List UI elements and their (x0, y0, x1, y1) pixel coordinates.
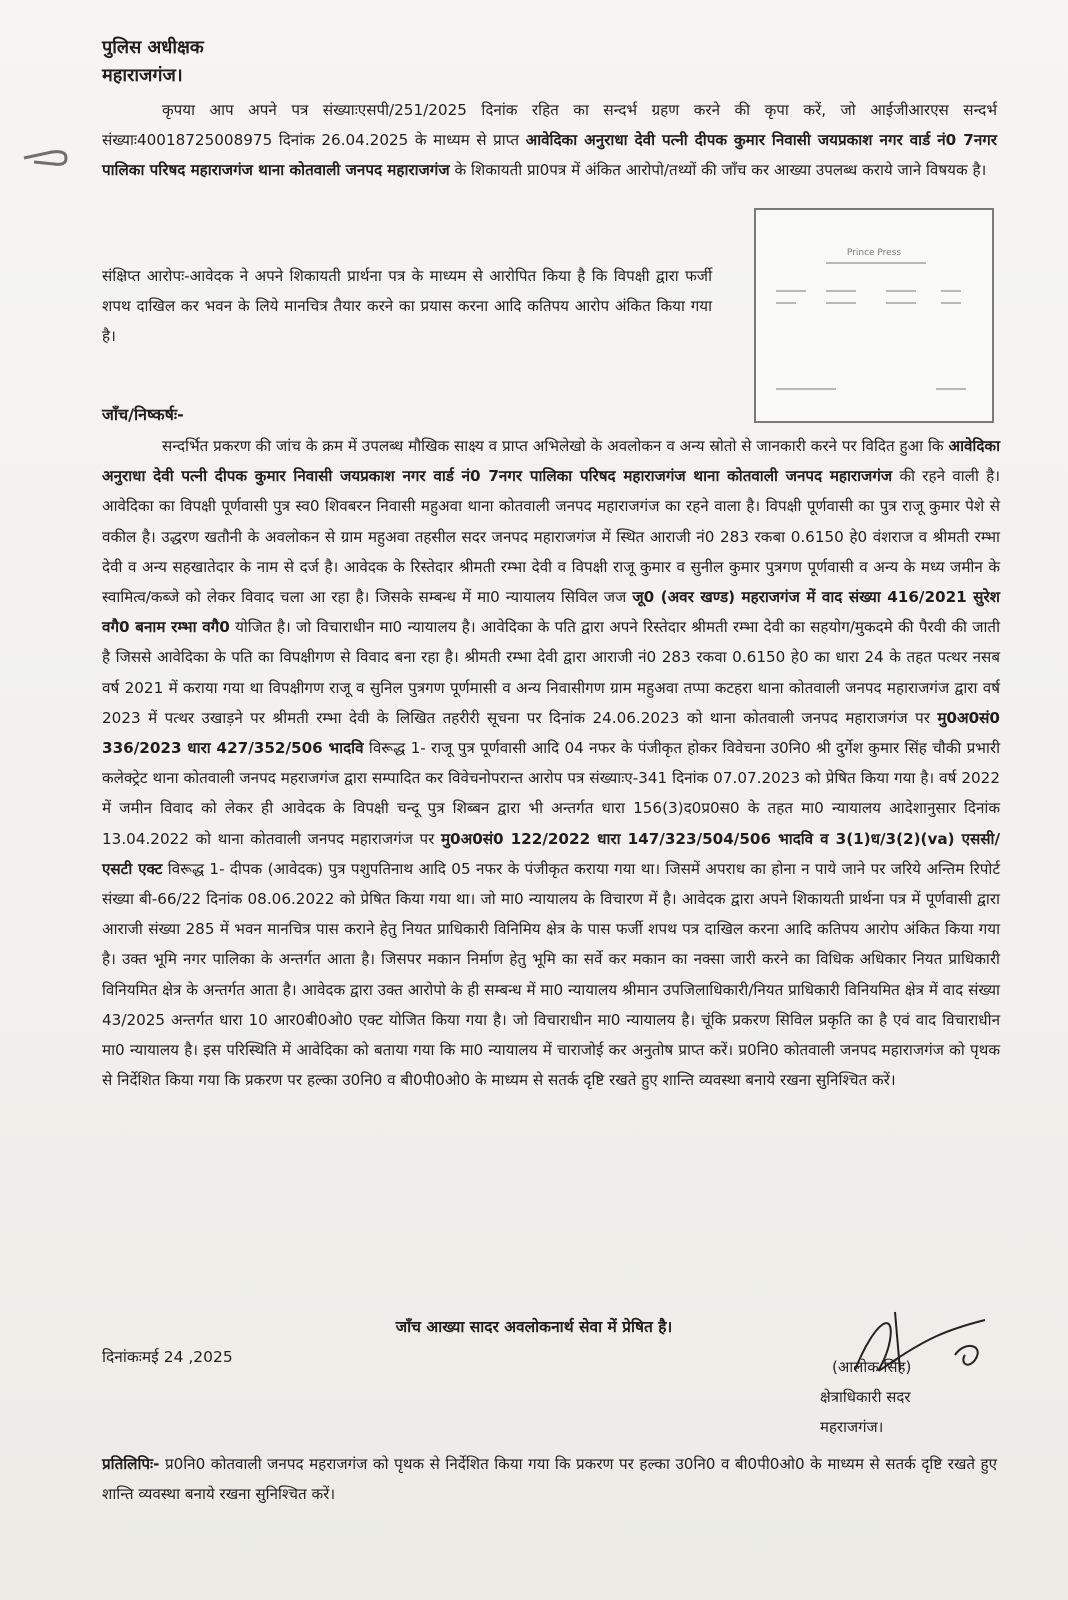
signatory-place: महराजगंज। (820, 1418, 884, 1436)
thumb-line (886, 290, 916, 292)
allegation-summary: संक्षिप्त आरोपः-आवेदक ने अपने शिकायती प्रार्थना पत्र के माध्यम से आरोपित किया है कि विपक्षी द्वारा फर्जी शपथ दाखिल कर भवन के लिये मानचित्र तैयार करने का प्रयास करना आदि कतिपय आरोप अंकित किया गया है। (102, 267, 712, 345)
thumb-line (776, 388, 836, 390)
copy-to-note (102, 1450, 997, 1510)
thumbnail-title: Prince Press (846, 248, 902, 258)
investigation-body: सन्दर्भित प्रकरण की जांच के क्रम में उपलब्ध मौखिक साक्ष्य व प्राप्त अभिलेखो के अवलोकन व अन्य स्रोतो से जानकारी करने पर विदित हुआ कि आवेदिका अनुराधा देवी पत्नी दीपक कुमार निवासी जयप्रकाश नगर वार्ड नं0 7नगर पालिका परिषद महाराजगंज थाना कोतवाली जनपद महाराजगंज की रहने वाली है। आवेदिका का विपक्षी पूर्णवासी पुत्र स्व0 शिवबरन निवासी महुअवा थाना कोतवाली जनपद महाराजगंज का रहने वाला है। विपक्षी पूर्णवासी का पुत्र राजू कुमार पेशे से वकील है। उद्धरण खतौनी के अवलोकन से ग्राम महुअवा तहसील सदर जनपद महाराजगंज में स्थित आराजी नं0 283 रकबा 0.6150 हे0 वंशराज व श्रीमती रम्भा देवी व अन्य सहखातेदार के नाम से दर्ज है। आवेदक के रिस्तेदार श्रीमती रम्भा देवी व विपक्षी राजू कुमार व सुनील कुमार पुत्रगण पूर्णवासी व अन्य के मध्य जमीन के स्वामित्व/कब्जे को लेकर विवाद चला आ रहा है। जिसके सम्बन्ध में मा0 न्यायालय सिविल जज जू0 (अवर खण्ड) महराजगंज में वाद संख्या 416/2021 सुरेश वगै0 बनाम रम्भा वगै0 योजित है। जो विचाराधीन मा0 न्यायालय है। आवेदिका के पति द्वारा अपने रिस्तेदार श्रीमती रम्भा देवी का सहयोग/मुकदमे की पैरवी की जाती है जिससे आवेदिका के पति का विपक्षीगण से विवाद बना रहा है। श्रीमती रम्भा देवी द्वारा आराजी नं0 283 रकवा 0.6150 हे0 का धारा 24 के तहत पत्थर नसब वर्ष 2021 में कराया गया था विपक्षीगण राजू व सुनिल पुत्रगण पूर्णमासी व अन्य निवासीगण ग्राम महुअवा तप्पा कटहरा थाना कोतवाली जनपद महाराजगंज द्वारा वर्ष 2023 में पत्थर उखाड़ने पर श्रीमती रम्भा देवी के लिखित तहरीरी सूचना पर दिनांक 24.06.2023 को थाना कोतवाली जनपद महाराजगंज पर मु0अ0सं0 336/2023 धारा 427/352/506 भादवि विरूद्ध 1- राजू पुत्र पूर्णवासी आदि 04 नफर के पंजीकृत होकर विवेचना उ0नि0 श्री दुर्गेश कुमार सिंह चौकी प्रभारी कलेक्ट्रेट थाना कोतवाली जनपद महराजगंज द्वारा सम्पादित कर विवेचनोपरान्त आरोप पत्र संख्याःए-341 दिनांक 07.07.2023 को प्रेषित किया गया है। वर्ष 2022 में जमीन विवाद को लेकर ही आवेदक के विपक्षी चन्दू पुत्र शिब्बन द्वारा भी अन्तर्गत धारा 156(3)द0प्र0स0 के तहत मा0 न्यायालय आदेशानुसार दिनांक 13.04.2022 को थाना कोतवाली जनपद महाराजगंज पर मु0अ0सं0 122/2022 धारा 147/323/504/506 भादवि व 3(1)ध/3(2)(va) एससी/एसटी एक्ट विरूद्ध 1- दीपक (आवेदक) पुत्र पशुपतिनाथ आदि 05 नफर के पंजीकृत कराया गया था। जिसमें अपराध का होना न पाये जाने पर जरिये अन्तिम रिपोर्ट संख्या बी-66/22 दिनांक 08.06.2022 को प्रेषित किया गया था। जो मा0 न्यायालय के विचारण में है। आवेदक द्वारा अपने शिकायती प्रार्थना पत्र में पूर्णवासी द्वारा आराजी संख्या 285 में भवन मानचित्र पास कराने हेतु नियत प्राधिकारी विनिमिय क्षेत्र के पास फर्जी शपथ पत्र दाखिल करना आदि कतिपय आरोप अंकित किया गया है। उक्त भूमि नगर पालिका के अन्तर्गत आता है। जिसपर मकान निर्माण हेतु भूमि का सर्वे कर मकान का नक्सा जारी करने का विधिक अधिकार नियत प्राधिकारी विनियमित क्षेत्र के अन्तर्गत आता है। आवेदक द्वारा उक्त आरोपो के ही सम्बन्ध में मा0 न्यायालय श्रीमान उपजिलाधिकारी/नियत प्राधिकारी विनियमित क्षेत्र में वाद संख्या 43/2025 अन्तर्गत धारा 10 आर0बी0ओ0 एक्ट योजित किया गया है। जो विचाराधीन मा0 न्यायालय है। चूंकि प्रकरण सिविल प्रकृति का है एवं वाद विचाराधीन मा0 न्यायालय है। इस परिस्थिति में आवेदिका को बताया गया कि मा0 न्यायालय में चाराजोई कर अनुतोष प्राप्त करें। प्र0नि0 कोतवाली जनपद महाराजगंज को पृथक से निर्देशित किया गया कि प्रकरण पर हल्का उ0नि0 व बी0पी0ओ0 के माध्यम से सतर्क दृष्टि रखते हुए शान्ति व्यवस्था बनाये रखना सुनिश्चित करें। (102, 437, 1001, 1090)
signature-block (820, 1352, 911, 1442)
addressee-place: महाराजगंज। (102, 65, 183, 86)
thumb-line (776, 302, 796, 304)
thumb-line (826, 302, 856, 304)
reference-paragraph: कृपया आप अपने पत्र संख्याःएसपी/251/2025 दिनांक रहित का सन्दर्भ ग्रहण करने की कृपा करें, जो आईजीआरएस सन्दर्भ संख्याः40018725008975 दिनांक 26.04.2025 के माध्यम से प्राप्त आवेदिका अनुराधा देवी पत्नी दीपक कुमार निवासी जयप्रकाश नगर वार्ड नं0 7नगर पालिका परिषद महाराजगंज थाना कोतवाली जनपद महाराजगंज के शिकायती प्रा0पत्र में अंकित आरोपो/तथ्यों की जाँच कर आख्या उपलब्ध कराये जाने विषयक है। (102, 101, 998, 179)
thumb-line (941, 302, 961, 304)
addressee (102, 34, 204, 90)
thumb-line (886, 302, 916, 304)
paper-clip-icon (22, 140, 72, 170)
signatory-name: (आलोक सिंह) (832, 1358, 912, 1376)
signatory-designation: क्षेत्राधिकारी सदर (820, 1388, 911, 1406)
addressee-title: पुलिस अधीक्षक (102, 37, 204, 58)
copy-text: प्र0नि0 कोतवाली जनपद महराजगंज को पृथक से निर्देशित किया गया कि प्रकरण पर हल्का उ0नि0 व बी0पी0ओ0 के माध्यम से सतर्क दृष्टि रखते हुए शान्ति व्यवस्था बनाये रखना सुनिश्चित करें। (102, 1455, 998, 1503)
copy-label: प्रतिलिपिः- (102, 1455, 160, 1473)
attached-document-thumbnail (754, 208, 994, 423)
thumb-line (941, 290, 961, 292)
closing-statement: जाँच आख्या सादर अवलोकनार्थ सेवा में प्रेषित है। (395, 1318, 673, 1336)
thumb-line (826, 290, 856, 292)
thumb-line (936, 388, 966, 390)
investigation-heading: जाँच/निष्कर्षः- (102, 405, 184, 424)
thumb-line (826, 262, 926, 264)
thumb-line (776, 290, 806, 292)
letter-date: दिनांकःमई 24 ,2025 (102, 1348, 233, 1366)
